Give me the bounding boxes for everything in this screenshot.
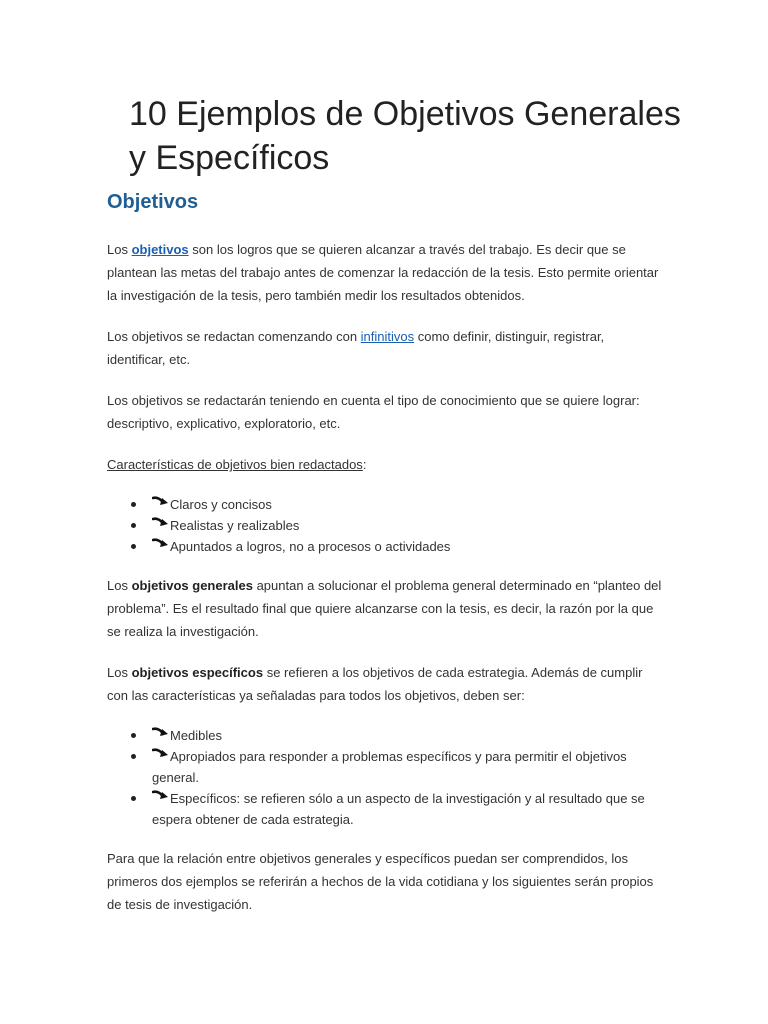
list-item-text: Específicos: se refieren sólo a un aspecto de la investigación y al resultado que se espera obtener de cada estrategia. (152, 791, 645, 827)
infinitivos-link[interactable]: infinitivos (360, 329, 415, 344)
paragraph-text: se refieren a los objetivos de cada estrategia. Además de cumplir con las características ya señaladas para todos los objetivos, deben ser: (107, 665, 643, 703)
paragraph-infinitivos (107, 325, 663, 371)
curved-arrow-right-icon (152, 790, 170, 804)
section-heading-objetivos: Objetivos (107, 191, 199, 213)
paragraph-text: Los (107, 665, 132, 680)
curved-arrow-right-icon (152, 496, 170, 510)
paragraph-text: Los (107, 578, 132, 593)
list-item-text: Claros y concisos (170, 497, 272, 512)
bold-term: objetivos generales (131, 578, 253, 593)
page-title: 10 Ejemplos de Objetivos Generales y Específicos (129, 95, 681, 177)
paragraph-conocimiento: Los objetivos se redactarán teniendo en cuenta el tipo de conocimiento que se quiere lograr: descriptivo, explicativo, exploratorio, etc. (107, 393, 640, 431)
paragraph-text: : (362, 457, 367, 472)
list-item (152, 494, 663, 515)
requisitos-list (107, 725, 663, 830)
paragraph-text: apuntan a solucionar el problema general determinado en “planteo del problema”. Es el resultado final que quiere alcanzarse con la tesis, es decir, la razón por la que se realiza la investigación. (107, 578, 662, 639)
paragraph-text: Los (107, 242, 132, 257)
curved-arrow-right-icon (152, 748, 170, 762)
article-body (107, 238, 663, 934)
list-item-text: Medibles (170, 728, 223, 743)
curved-arrow-right-icon (152, 517, 170, 531)
paragraph-text: como definir, distinguir, registrar, identificar, etc. (107, 329, 605, 367)
list-item (152, 536, 663, 557)
objetivos-link[interactable]: objetivos (131, 242, 189, 257)
caracteristicas-label: Características de objetivos bien redactados (107, 457, 363, 472)
paragraph-text: Los objetivos se redactan comenzando con (107, 329, 361, 344)
list-item (152, 515, 663, 536)
list-item (152, 725, 663, 746)
paragraph-relacion: Para que la relación entre objetivos generales y específicos puedan ser comprendidos, los primeros dos ejemplos se referirán a hechos de la vida cotidiana y los siguientes serán propios de tesis de investigación. (107, 851, 654, 912)
list-item (152, 746, 663, 788)
list-item-text: Realistas y realizables (170, 518, 300, 533)
paragraph-objetivos-generales (107, 574, 663, 643)
paragraph-intro (107, 238, 663, 307)
paragraph-caracteristicas (107, 453, 663, 476)
list-item (152, 788, 663, 830)
bold-term: objetivos específicos (131, 665, 264, 680)
paragraph-objetivos-especificos (107, 661, 663, 707)
curved-arrow-right-icon (152, 727, 170, 741)
paragraph-text: son los logros que se quieren alcanzar a través del trabajo. Es decir que se plantean las metas del trabajo antes de comenzar la redacción de la tesis. Esto permite orientar la investigación de la tesis, pero también medir los resultados obtenidos. (107, 242, 659, 303)
list-item-text: Apuntados a logros, no a procesos o actividades (170, 539, 451, 554)
list-item-text: Apropiados para responder a problemas específicos y para permitir el objetivos general. (152, 749, 627, 785)
curved-arrow-right-icon (152, 538, 170, 552)
caracteristicas-list (107, 494, 663, 557)
